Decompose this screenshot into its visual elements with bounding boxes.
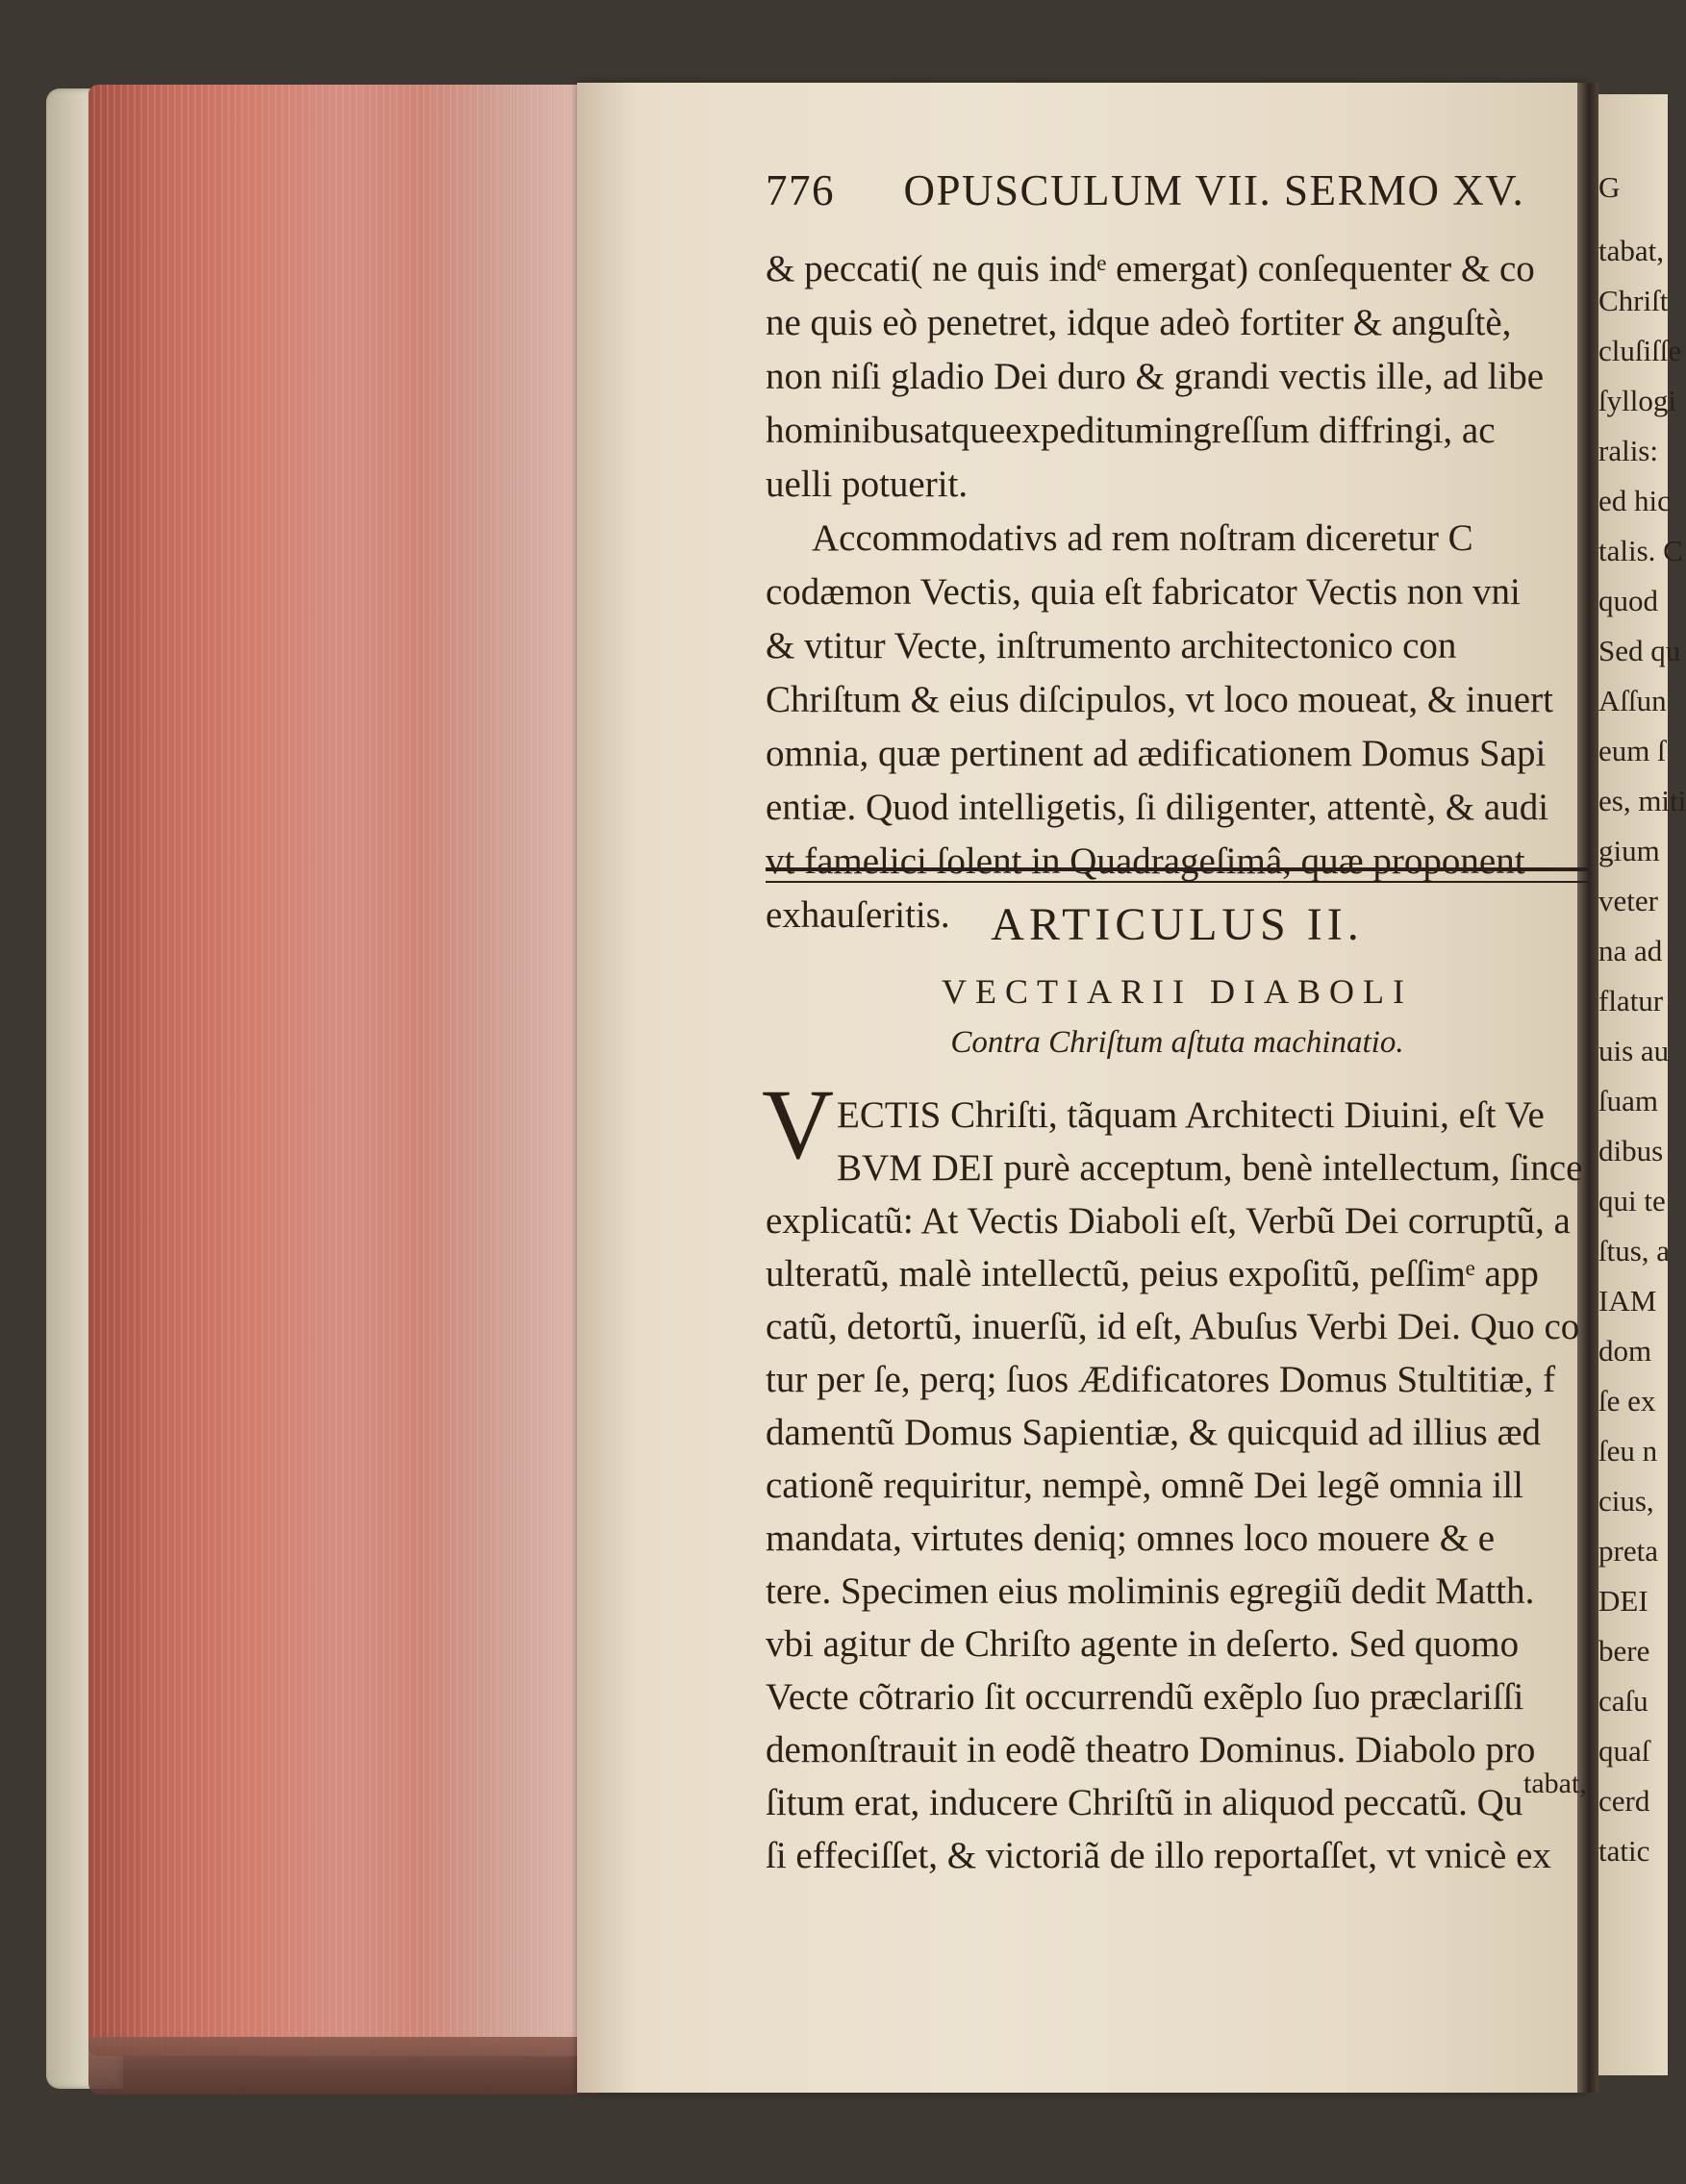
text-line: mandata, virtutes deniq; omnes loco mouere & e <box>766 1518 1496 1559</box>
section-rule <box>766 867 1589 883</box>
page-number: 776 <box>766 166 835 214</box>
drop-cap: V <box>762 1069 835 1180</box>
article-subtitle: Contra Chriſtum aſtuta machinatio. <box>950 1025 1404 1060</box>
text-line: & peccati( ne quis indᵉ emergat) conſequenter & co <box>766 248 1535 289</box>
edge-text-line: Chriſt <box>1598 284 1669 317</box>
edge-text-line: veter <box>1598 884 1658 917</box>
text-line: damentũ Domus Sapientiæ, & quicquid ad illius æd <box>766 1412 1541 1453</box>
text-line: entiæ. Quod intelligetis, ſi diligenter, attentè, & audi <box>766 787 1549 828</box>
text-line: cationẽ requiritur, nempè, omnẽ Dei legẽ omnia ill <box>766 1465 1523 1506</box>
text-line: hominibusatqueexpeditumingreſſum diffringi, ac <box>766 410 1496 451</box>
text-line: ECTIS Chriſti, tãquam Architecti Diuini, eſt Ve <box>837 1094 1545 1136</box>
edge-text-line: ralis: <box>1598 434 1658 467</box>
edge-text-line: qui te <box>1598 1184 1666 1218</box>
text-line: vt famelici ſolent in Quadrageſimâ, quæ proponent <box>766 841 1525 882</box>
text-line: uelli potuerit. <box>766 464 969 505</box>
edge-text-line: ſe ex <box>1598 1384 1656 1418</box>
page-edges <box>88 85 577 2056</box>
text-line: explicatũ: At Vectis Diaboli eſt, Verbũ Dei corruptũ, a <box>766 1200 1571 1242</box>
edge-text-line: ſuam <box>1598 1084 1658 1117</box>
edge-text-line: dibus <box>1598 1134 1664 1167</box>
edge-text-line: cius, <box>1598 1484 1654 1518</box>
edge-text-line: quod <box>1598 584 1658 617</box>
edge-text-line: bere <box>1598 1634 1650 1668</box>
edge-text-line: caſu <box>1598 1684 1648 1718</box>
edge-text-line: Aſſun <box>1598 684 1667 717</box>
article-subheading: VECTIARII DIABOLI <box>942 972 1413 1011</box>
next-page-edge <box>1598 94 1686 2075</box>
edge-text-line: G <box>1598 170 1621 204</box>
edge-text-line: na ad <box>1598 934 1663 967</box>
text-line: tur per ſe, perq; ſuos Ædificatores Domus Stultitiæ, f <box>766 1359 1556 1400</box>
edge-text-line: eum ſ <box>1598 734 1666 767</box>
edge-text-line: DEI <box>1598 1584 1648 1618</box>
edge-text-line: cerd <box>1598 1784 1650 1818</box>
text-line: Chriſtum & eius diſcipulos, vt loco moueat, & inuert <box>766 679 1553 720</box>
text-line: catũ, detortũ, inuerſũ, id eſt, Abuſus Verbi Dei. Quo co <box>766 1306 1580 1347</box>
text-line: ſitum erat, inducere Chriſtũ in aliquod peccatũ. Qu <box>766 1782 1523 1823</box>
edge-text-line: ſyllogi <box>1598 384 1676 417</box>
running-title: OPUSCULUM VII. SERMO XV. <box>903 166 1525 214</box>
edge-text-line: ed hic <box>1598 484 1671 517</box>
edge-text-line: ſtus, a <box>1598 1234 1671 1268</box>
text-line: & vtitur Vecte, inſtrumento architectonico con <box>766 625 1457 666</box>
text-line: codæmon Vectis, quia eſt fabricator Vectis non vni <box>766 571 1521 613</box>
text-line: Accommodativs ad rem noſtram diceretur C <box>812 517 1473 559</box>
edge-text-line: Sed qu <box>1598 634 1681 667</box>
text-line: demonſtrauit in eodẽ theatro Dominus. Diabolo pro <box>766 1729 1536 1770</box>
text-line: non niſi gladio Dei duro & grandi vectis ille, ad libe <box>766 356 1545 397</box>
catchword: tabat, <box>1523 1768 1587 1799</box>
edge-text-line: talis. C <box>1598 534 1683 567</box>
edge-text-line: tatic <box>1598 1834 1650 1868</box>
edge-text-line: flatur <box>1598 984 1664 1017</box>
edge-text-line: es, miti <box>1598 784 1686 817</box>
text-line: Vecte cõtrario ſit occurrendũ exẽplo ſuo præclariſſi <box>766 1676 1524 1718</box>
text-line: BVM DEI purè acceptum, benè intellectum, ſince <box>837 1147 1583 1189</box>
text-line: ſi effeciſſet, & victoriã de illo reportaſſet, vt vnicè ex <box>766 1835 1551 1876</box>
edge-text-line: dom <box>1598 1334 1652 1368</box>
edge-text-line: preta <box>1598 1534 1658 1568</box>
edge-text-line: ſeu n <box>1598 1434 1658 1468</box>
text-line: ulteratũ, malè intellectũ, peius expoſitũ, peſſimᵉ app <box>766 1253 1539 1294</box>
text-line: vbi agitur de Chriſto agente in deſerto. Sed quomo <box>766 1623 1520 1665</box>
edge-text-line: uis au <box>1598 1034 1670 1067</box>
article-heading: ARTICULUS II. <box>991 899 1364 950</box>
page-edges-bottom <box>88 2037 598 2095</box>
edge-text-line: cluſiſſe <box>1598 334 1682 367</box>
edge-text-line: gium <box>1598 834 1660 867</box>
text-line: tere. Specimen eius moliminis egregiũ dedit Matth. <box>766 1570 1535 1612</box>
edge-text-line: tabat, <box>1598 234 1664 267</box>
text-line: omnia, quæ pertinent ad ædificationem Domus Sapi <box>766 733 1547 774</box>
text-line: ne quis eò penetret, idque adeò fortiter & anguſtè, <box>766 302 1512 343</box>
edge-text-line: quaſ <box>1598 1734 1650 1768</box>
edge-text-line: IAM <box>1598 1284 1657 1318</box>
running-head <box>766 165 1583 233</box>
text-line: exhauſeritis. <box>766 894 950 936</box>
